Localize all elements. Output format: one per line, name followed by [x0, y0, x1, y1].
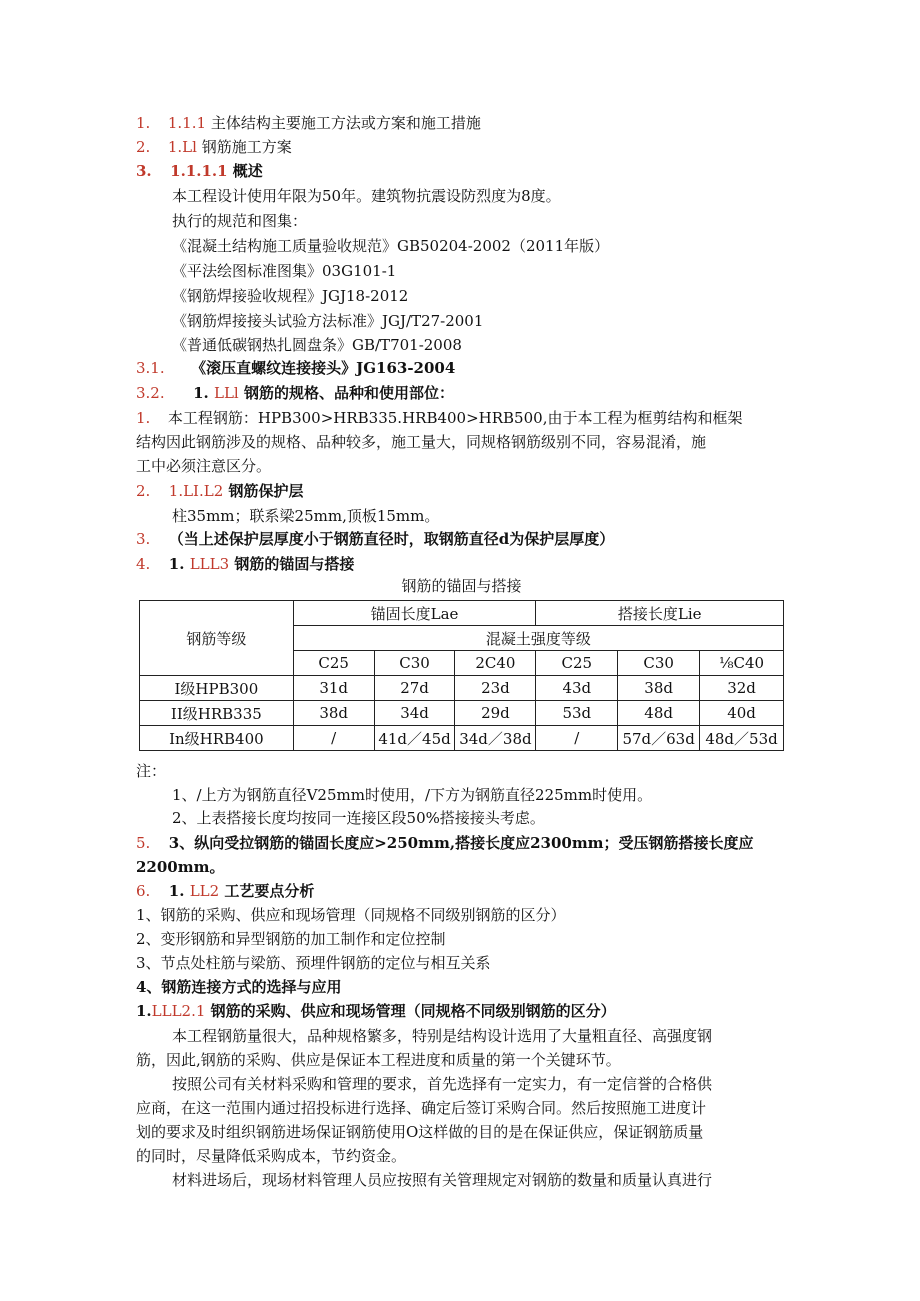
heading-rebar-plan	[136, 137, 292, 157]
list-number: 6.	[136, 882, 151, 900]
row-grade: Ⅰ级HPB300	[140, 676, 294, 701]
table-cell: 57d／63d	[618, 726, 700, 751]
list-number: 1.	[136, 114, 151, 132]
section-number: LLL2.1	[151, 1002, 206, 1020]
table-cell: /	[293, 726, 374, 751]
process-point: 4、钢筋连接方式的选择与应用	[136, 978, 342, 996]
heading-text: 钢筋施工方案	[196, 138, 292, 156]
heading-text: 主体结构主要施工方法或方案和施工措施	[206, 114, 481, 132]
section-prefix: 1.	[136, 1002, 152, 1020]
column-header: 2C40	[455, 651, 536, 676]
list-number: 3.1.	[136, 359, 165, 377]
paragraph-text: 本工程钢筋：HPB300>HRB335.HRB400>HRB500,由于本工程为框剪结构和框架	[167, 409, 743, 427]
process-point: 1、钢筋的采购、供应和现场管理（同规格不同级别钢筋的区分）	[136, 906, 566, 924]
lap-length-header: 搭接长度Lie	[536, 601, 784, 626]
heading-process-analysis	[136, 881, 314, 901]
table-cell: 48d／53d	[700, 726, 784, 751]
standard-item: 《平法绘图标准图集》03G101-1	[172, 262, 397, 280]
table-cell: 41d／45d	[374, 726, 455, 751]
table-cell: 32d	[700, 676, 784, 701]
heading-3-1	[136, 358, 455, 378]
rebar-paragraph-line	[136, 408, 742, 428]
heading-text: 《滚压直螺纹连接接头》JG163-2004	[191, 359, 456, 377]
heading-text: 钢筋保护层	[223, 482, 304, 500]
cover-detail: 柱35mm；联系梁25mm,顶板15mm。	[172, 507, 440, 525]
section-number: LLL3	[189, 555, 230, 573]
heading-text: 钢筋的规格、品种和使用部位：	[238, 384, 454, 402]
paragraph-line: 划的要求及时组织钢筋进场保证钢筋使用O这样做的目的是在保证供应，保证钢筋质量	[136, 1123, 704, 1141]
list-number: 4.	[136, 555, 151, 573]
table-cell: 27d	[374, 676, 455, 701]
anchor-lap-table	[139, 600, 784, 751]
list-number: 3.2.	[136, 384, 165, 402]
section-number: LL2	[189, 882, 220, 900]
heading-text: 钢筋的采购、供应和现场管理（同规格不同级别钢筋的区分）	[205, 1002, 616, 1020]
heading-procurement	[136, 1001, 616, 1021]
heading-1-1-1	[136, 113, 481, 133]
table-cell: 34d／38d	[455, 726, 536, 751]
paragraph-line: 材料进场后，现场材料管理人员应按照有关管理规定对钢筋的数量和质量认真进行	[172, 1171, 713, 1189]
list-number: 3.	[136, 530, 151, 548]
column-header: C30	[618, 651, 700, 676]
row-grade: In级HRB400	[140, 726, 294, 751]
paragraph-line: 按照公司有关材料采购和管理的要求，首先选择有一定实力，有一定信誉的合格供	[172, 1075, 713, 1093]
anchor-requirement	[136, 833, 754, 853]
table-cell: 38d	[293, 701, 374, 726]
concrete-strength-header: 混凝土强度等级	[293, 626, 783, 651]
process-point: 2、变形钢筋和异型钢筋的加工制作和定位控制	[136, 930, 446, 948]
table-row	[140, 701, 784, 726]
table-cell: 53d	[536, 701, 618, 726]
table-cell: 34d	[374, 701, 455, 726]
list-number: 3.	[136, 162, 152, 180]
table-cell: 31d	[293, 676, 374, 701]
section-prefix: 1.	[193, 384, 209, 402]
paragraph-line: 本工程钢筋量很大，品种规格繁多，特别是结构设计选用了大量粗直径、高强度钢	[172, 1027, 713, 1045]
overview-paragraph: 本工程设计使用年限为50年。建筑物抗震设防烈度为8度。	[172, 187, 561, 205]
list-number: 5.	[136, 834, 151, 852]
table-cell: 40d	[700, 701, 784, 726]
column-header: ⅛C40	[700, 651, 784, 676]
table-cell: /	[536, 726, 618, 751]
heading-anchor-lap	[136, 554, 354, 574]
heading-3-2	[136, 383, 454, 403]
section-number: 1.LI.L2	[168, 482, 224, 500]
standards-intro: 执行的规范和图集：	[172, 212, 308, 230]
grade-header: 钢筋等级	[140, 601, 294, 676]
cover-note	[136, 529, 614, 549]
heading-text: 钢筋的锚固与搭接	[229, 555, 355, 573]
table-cell: 29d	[455, 701, 536, 726]
paragraph-line: 应商，在这一范围内通过招投标进行选择、确定后签订采购合同。然后按照施工进度计	[136, 1099, 707, 1117]
paragraph-text: 3、纵向受拉钢筋的锚固长度应>250mm,搭接长度应2300mm；受压钢筋搭接长度应	[168, 834, 754, 852]
column-header: C30	[374, 651, 455, 676]
row-grade: II级HRB335	[140, 701, 294, 726]
standard-item: 《钢筋焊接接头试验方法标准》JGJ/T27-2001	[172, 312, 484, 330]
list-number: 1.	[136, 409, 151, 427]
rebar-paragraph-line: 结构因此钢筋涉及的规格、品种较多，施工量大，同规格钢筋级别不同，容易混淆，施	[136, 433, 707, 451]
process-point: 3、节点处柱筋与梁筋、预埋件钢筋的定位与相互关系	[136, 954, 491, 972]
table-cell: 43d	[536, 676, 618, 701]
note-item: 2、上表搭接长度均按同一连接区段50%搭接接头考虑。	[172, 809, 545, 827]
table-cell: 23d	[455, 676, 536, 701]
table-cell: 38d	[618, 676, 700, 701]
list-number: 2.	[136, 482, 151, 500]
table-row	[140, 676, 784, 701]
notes-label: 注：	[136, 762, 167, 780]
heading-text: 工艺要点分析	[219, 882, 315, 900]
standard-item: 《混凝土结构施工质量验收规范》GB50204-2002（2011年版）	[172, 237, 610, 255]
section-prefix: 1.	[168, 555, 185, 573]
standard-item: 《普通低碳钢热扎圆盘条》GB/T701-2008	[172, 336, 462, 354]
column-header: C25	[293, 651, 374, 676]
section-number: 1.1.1	[167, 114, 207, 132]
table-row	[140, 726, 784, 751]
list-number: 2.	[136, 138, 151, 156]
heading-cover	[136, 481, 304, 501]
heading-text: 概述	[227, 162, 263, 180]
section-number: 1.Ll	[167, 138, 197, 156]
note-text: （当上述保护层厚度小于钢筋直径时，取钢筋直径d为保护层厚度）	[168, 530, 615, 548]
note-item: 1、/上方为钢筋直径V25mm时使用，/下方为钢筋直径225mm时使用。	[172, 786, 653, 804]
section-number: 1.1.1.1	[170, 162, 228, 180]
paragraph-line: 筋，因此,钢筋的采购、供应是保证本工程进度和质量的第一个关键环节。	[136, 1051, 621, 1069]
heading-overview	[136, 161, 263, 181]
anchor-length-header: 锚固长度Lae	[293, 601, 536, 626]
section-number: LLl	[214, 384, 239, 402]
table-cell: 48d	[618, 701, 700, 726]
column-header: C25	[536, 651, 618, 676]
standard-item: 《钢筋焊接验收规程》JGJ18-2012	[172, 287, 409, 305]
paragraph-line: 的同时，尽量降低采购成本，节约资金。	[136, 1147, 407, 1165]
rebar-paragraph-line: 工中必须注意区分。	[136, 457, 272, 475]
anchor-requirement-cont: 2200mm。	[136, 858, 225, 876]
section-prefix: 1.	[168, 882, 185, 900]
table-caption: 钢筋的锚固与搭接	[401, 577, 522, 595]
